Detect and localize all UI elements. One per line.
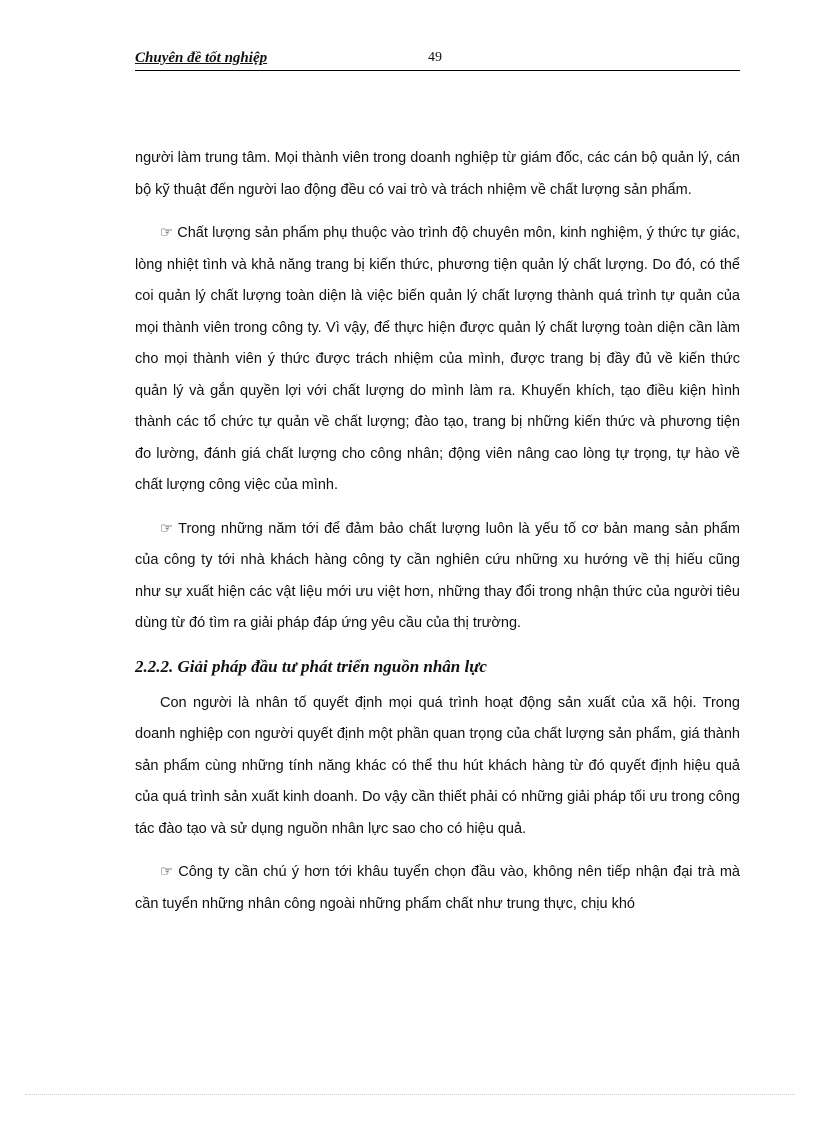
paragraph-4: Con người là nhân tố quyết định mọi quá trình hoạt động sản xuất của xã hội. Trong doanh nghiệp con người quyết định một phần quan trọng của chất lượng sản phẩm, giá thành sản phẩm cùng những tính năng khác có thể thu hút khách hàng từ đó quyết định hiệu quả của quá trình sản xuất kinh doanh. Do vậy cần thiết phải có những giải pháp tối ưu trong công tác đào tạo và sử dụng nguồn nhân lực sao cho có hiệu quả. [135, 694, 740, 837]
pointing-hand-icon: ☞ [160, 225, 173, 241]
paragraph-2-text: Chất lượng sản phẩm phụ thuộc vào trình độ chuyên môn, kinh nghiệm, ý thức tự giác, lòng nhiệt tình và khả năng trang bị kiến thức, phương tiện quản lý chất lượng. Do đó, có thể coi quản lý chất lượng toàn diện là việc biến quản lý chất lượng thành quá trình tự quản của mọi thành viên trong công ty. Vì vậy, để thực hiện được quản lý chất lượng toàn diện cần làm cho mọi thành viên ý thức được trách nhiệm của mình, được trang bị đầy đủ về kiến thức quản lý và gắn quyền lợi với chất lượng do mình làm ra. Khuyến khích, tạo điều kiện hình thành các tổ chức tự quản về chất lượng; đào tạo, trang bị những kiến thức và phương tiện đo lường, đánh giá chất lượng cho công nhân; động viên nâng cao lòng tự trọng, tự hào về chất lượng công việc của mình. [135, 225, 741, 493]
page-header [135, 48, 740, 71]
pointing-hand-icon: ☞ [160, 520, 173, 537]
paragraph-5 [135, 857, 740, 920]
paragraph-3-text: Trong những năm tới để đảm bảo chất lượng luôn là yếu tố cơ bản mang sản phẩm của công ty tới nhà khách hàng công ty cần nghiên cứu những xu hướng về thị hiếu cũng như sự xuất hiện các vật liệu mới ưu việt hơn, những thay đổi trong nhận thức của người tiêu dùng từ đó tìm ra giải pháp đáp ứng yêu cầu của thị trường. [135, 520, 740, 631]
page-bottom-border [25, 1094, 795, 1095]
paragraph-2 [135, 218, 740, 502]
page-content [135, 143, 740, 932]
section-heading: 2.2.2. Giải pháp đầu tư phát triển nguồn nhân lực [135, 656, 487, 676]
paragraph-1: người làm trung tâm. Mọi thành viên trong doanh nghiệp từ giám đốc, các cán bộ quản lý, cán bộ kỹ thuật đến người lao động đều có vai trò và trách nhiệm về chất lượng sản phẩm. [135, 150, 740, 198]
paragraph-3 [135, 514, 740, 640]
paragraph-5-text: Công ty cần chú ý hơn tới khâu tuyển chọn đầu vào, không nên tiếp nhận đại trà mà cần tuyển những nhân công ngoài những phẩm chất như trung thực, chịu khó [135, 864, 740, 912]
pointing-hand-icon: ☞ [160, 864, 173, 880]
header-title: Chuyên đề tốt nghiệp [135, 50, 268, 66]
page-number: 49 [428, 50, 442, 65]
